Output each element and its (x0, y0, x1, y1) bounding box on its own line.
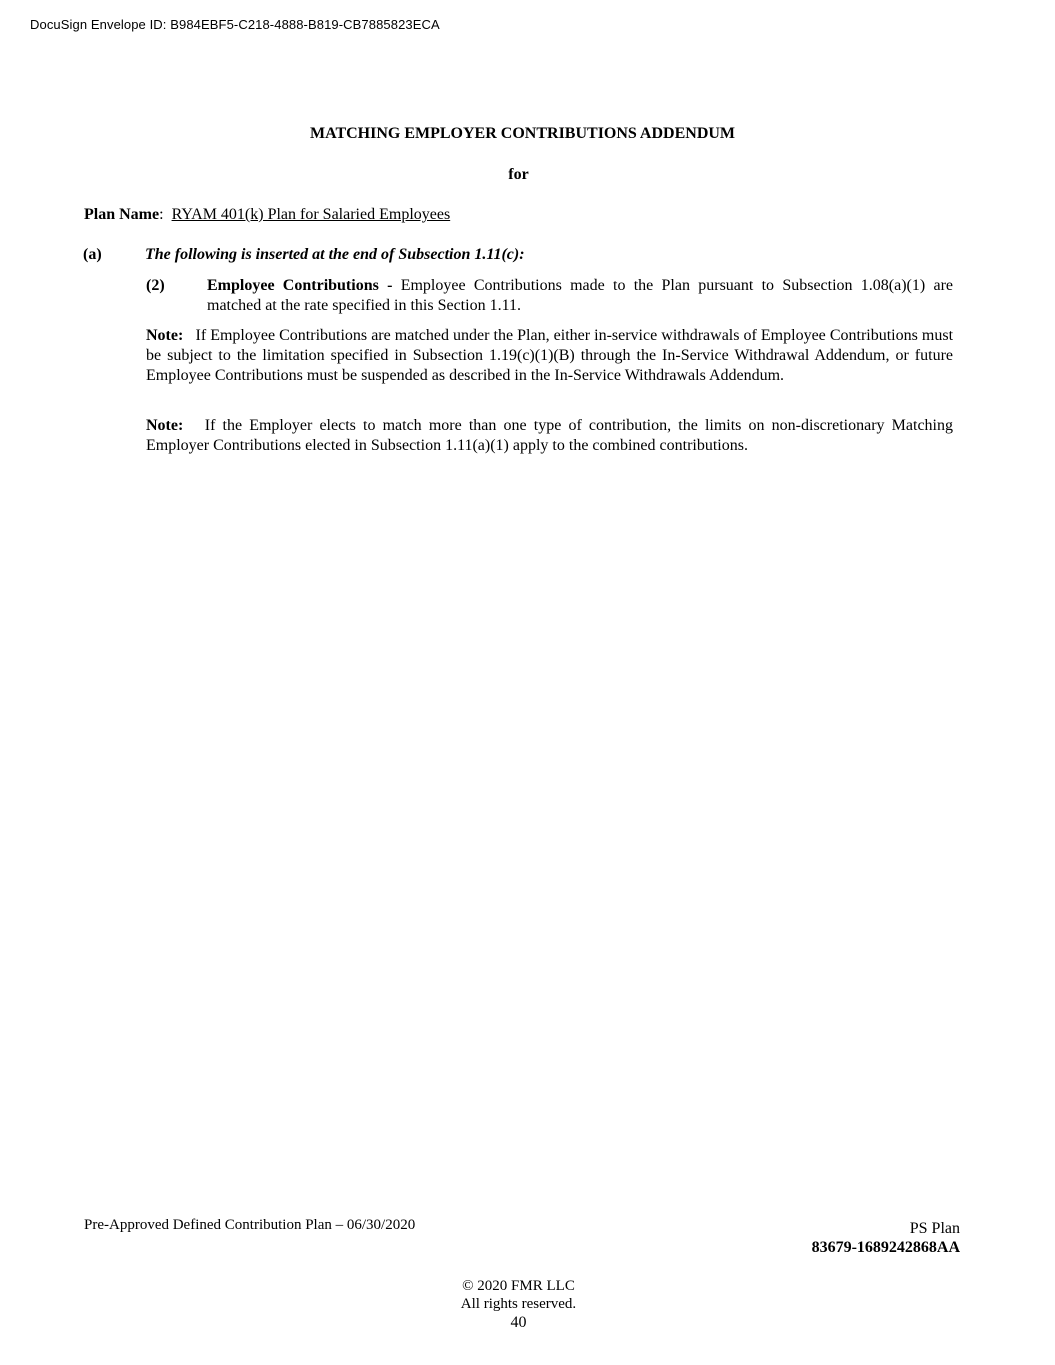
plan-name-label: Plan Name (84, 206, 160, 223)
note-1-label: Note: (146, 327, 184, 344)
item-2 (146, 276, 953, 316)
footer-copyright-block (0, 1277, 1037, 1333)
note-2 (146, 416, 953, 456)
footer-plan-doc: Pre-Approved Defined Contribution Plan – 06/30/2020 (84, 1217, 416, 1233)
footer-copyright: © 2020 FMR LLC (462, 1278, 575, 1294)
note-1-text: If Employee Contributions are matched under the Plan, either in-service withdrawals of Employee Contributions must be subject to the limitation specified in Subsection 1.19(c)(1)(B) through the In-Service Withdrawal Addendum, or future Employee Contributions must be suspended as described in the In-Service Withdrawals Addendum. (146, 327, 954, 384)
document-title: MATCHING EMPLOYER CONTRIBUTIONS ADDENDUM (309, 125, 736, 142)
note-2-label: Note: (146, 417, 184, 434)
item-2-text: Employee Contributions made to the Plan pursuant to Subsection 1.08(a)(1) are matched at the rate specified in this Section 1.11. (207, 277, 954, 314)
item-2-term: Employee Contributions - (207, 277, 393, 294)
note-2-text: If the Employer elects to match more than one type of contribution, the limits on non-discretionary Matching Employer Contributions elected in Subsection 1.11(a)(1) apply to the combined contributions. (146, 417, 953, 454)
plan-name-line: Plan Name: RYAM 401(k) Plan for Salaried Employees (84, 206, 451, 223)
plan-name-value: RYAM 401(k) Plan for Salaried Employees (171, 206, 451, 223)
note-1 (146, 326, 953, 386)
footer-plan-info (812, 1219, 960, 1257)
for-label: for (508, 166, 529, 183)
footer-plan-type: PS Plan (909, 1220, 960, 1237)
footer-rights: All rights reserved. (460, 1296, 577, 1312)
page-number: 40 (510, 1314, 527, 1331)
item-2-number: (2) (146, 277, 165, 294)
item-2-body (207, 276, 953, 316)
footer-plan-code: 83679-1689242868AA (811, 1239, 960, 1256)
section-a-marker: (a) (83, 246, 102, 263)
section-a-heading: The following is inserted at the end of Subsection 1.11(c): (145, 246, 525, 263)
envelope-id: DocuSign Envelope ID: B984EBF5-C218-4888-B819-CB7885823ECA (30, 17, 440, 32)
